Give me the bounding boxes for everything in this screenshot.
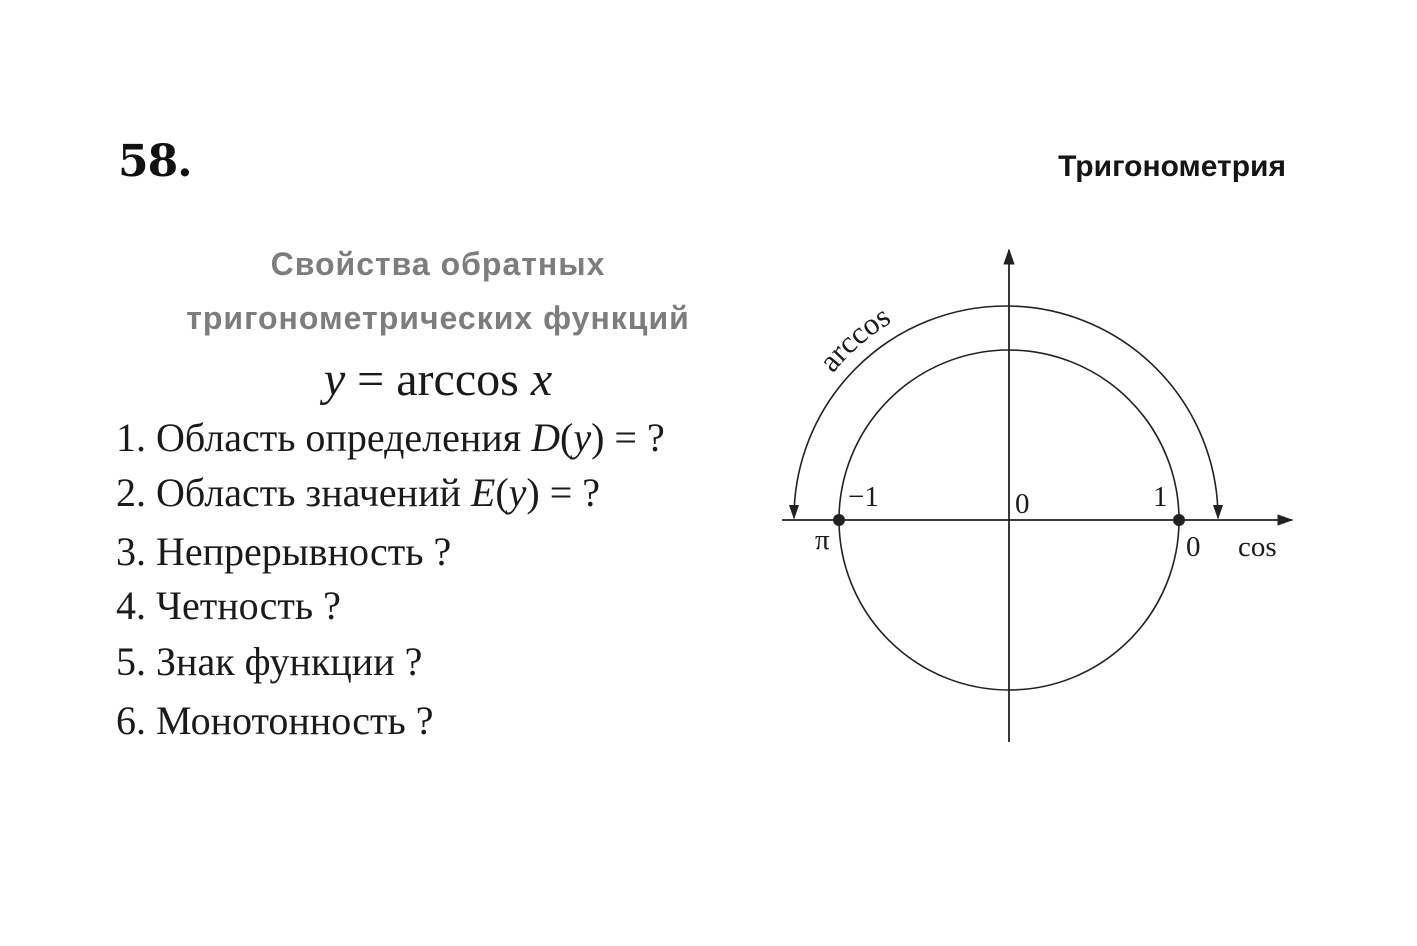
question-domain-arg: y bbox=[573, 415, 592, 460]
question-range-text: 2. Область значений bbox=[116, 470, 471, 515]
question-domain-paren: ( bbox=[560, 415, 574, 460]
point-zero bbox=[1173, 514, 1185, 526]
formula-y: y bbox=[323, 353, 346, 406]
point-pi bbox=[833, 514, 845, 526]
label-minus-one: −1 bbox=[848, 481, 879, 513]
subtitle-line-2: тригонометрических функций bbox=[186, 300, 690, 336]
question-range-arg: y bbox=[508, 470, 527, 515]
formula-x: x bbox=[530, 353, 553, 406]
question-monotonicity: 6. Монотонность ? bbox=[116, 698, 434, 743]
question-sign: 5. Знак функции ? bbox=[116, 639, 423, 684]
section-title: Тригонометрия bbox=[1058, 150, 1286, 183]
question-continuity: 3. Непрерывность ? bbox=[116, 529, 452, 574]
label-zero-right: 0 bbox=[1186, 531, 1201, 563]
question-domain-text: 1. Область определения bbox=[116, 415, 532, 460]
label-cos: cos bbox=[1238, 531, 1277, 563]
question-range-fn: E bbox=[470, 470, 496, 515]
label-zero-center: 0 bbox=[1015, 488, 1030, 520]
question-range-paren: ( bbox=[495, 470, 509, 515]
question-domain-suffix: ) = ? bbox=[591, 415, 665, 460]
subtitle-line-1: Свойства обратных bbox=[270, 246, 606, 282]
arccos-label: arccos bbox=[811, 298, 897, 379]
formula-arccos: = arccos bbox=[345, 353, 531, 406]
label-one: 1 bbox=[1153, 481, 1168, 513]
card-number: 58. bbox=[118, 136, 192, 187]
question-range-suffix: ) = ? bbox=[526, 470, 601, 515]
label-pi: π bbox=[815, 524, 830, 556]
question-domain-fn: D bbox=[531, 415, 560, 460]
question-parity: 4. Четность ? bbox=[116, 583, 341, 628]
